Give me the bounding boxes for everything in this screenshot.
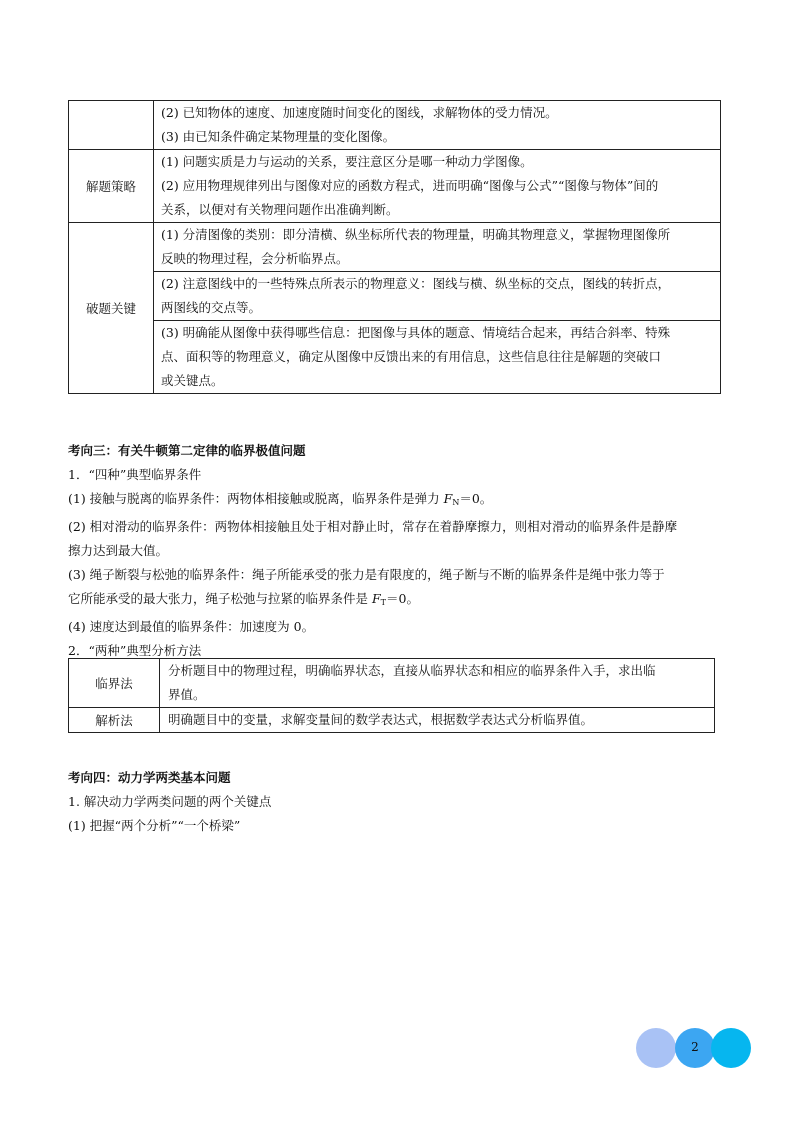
cell-line: (1) 问题实质是力与运动的关系，要注意区分是哪一种动力学图像。 <box>161 154 533 169</box>
cell-line: 明确题目中的变量，求解变量间的数学表达式，根据数学表达式分析临界值。 <box>168 712 594 727</box>
table-row <box>69 321 721 394</box>
section-heading: 考向三：有关牛顿第二定律的临界极值问题 <box>68 443 306 458</box>
paragraph: (3) 绳子断裂与松弛的临界条件：绳子所能承受的张力是有限度的，绳子断与不断的临界条件是绳中张力等于 <box>68 567 665 582</box>
formula-symbol: F <box>371 591 381 606</box>
table-cell <box>154 272 721 321</box>
row-label <box>69 101 154 150</box>
paragraph-text: 它所能承受的最大张力，绳子松弛与拉紧的临界条件是 <box>68 591 372 606</box>
section-heading: 考向四：动力学两类基本问题 <box>68 770 231 785</box>
page-number: 2 <box>691 1040 699 1054</box>
cell-line: (2) 应用物理规律列出与图像对应的函数方程式，进而明确“图像与公式”“图像与物体”间的 <box>161 178 659 193</box>
cell-line: (2) 已知物体的速度、加速度随时间变化的图线，求解物体的受力情况。 <box>161 105 558 120</box>
table-row <box>69 150 721 223</box>
formula-value: ＝0。 <box>459 491 493 506</box>
paragraph: 擦力达到最大值。 <box>68 543 169 558</box>
cell-line: (2) 注意图线中的一些特殊点所表示的物理意义：图线与横、纵坐标的交点，图线的转折点， <box>161 276 671 291</box>
cell-line: (3) 明确能从图像中获得哪些信息：把图像与具体的题意、情境结合起来，再结合斜率、特殊 <box>161 325 671 340</box>
paragraph: (2) 相对滑动的临界条件：两物体相接触且处于相对静止时，常存在着静摩擦力，则相对滑动的临界条件是静摩 <box>68 519 678 534</box>
paragraph-text: (1) 接触与脱离的临界条件：两物体相接触或脱离，临界条件是弹力 <box>68 491 444 506</box>
list-item: 1. 解决动力学两类问题的两个关键点 <box>68 794 272 809</box>
cell-line: (1) 分清图像的类别：即分清横、纵坐标所代表的物理量，明确其物理意义，掌握物理图像所 <box>161 227 671 242</box>
row-label: 临界法 <box>69 659 160 708</box>
cell-line: 或关键点。 <box>161 373 224 388</box>
table-row <box>69 659 715 708</box>
paragraph <box>68 587 728 615</box>
table-cell <box>160 708 715 733</box>
section-3 <box>68 439 728 663</box>
row-label-key: 破题关键 <box>69 223 154 394</box>
cell-line: 点、面积等的物理意义，确定从图像中反馈出来的有用信息，这些信息往往是解题的突破口 <box>161 349 662 364</box>
paragraph: (1) 把握“两个分析”“一个桥梁” <box>68 818 241 833</box>
table-cell <box>160 659 715 708</box>
table-row <box>69 101 721 150</box>
formula-value: ＝0。 <box>386 591 419 606</box>
formula-symbol: F <box>443 491 453 506</box>
cell-line: 界值。 <box>168 687 206 702</box>
cell-line: 反映的物理过程，会分析临界点。 <box>161 251 349 266</box>
methods-table <box>68 658 715 733</box>
cell-line: 关系，以便对有关物理问题作出准确判断。 <box>161 202 399 217</box>
cell-line: 两图线的交点等。 <box>161 300 262 315</box>
cell-line: 分析题目中的物理过程，明确临界状态，直接从临界状态和相应的临界条件入手，求出临 <box>168 663 656 678</box>
table-cell <box>154 223 721 272</box>
table-row <box>69 708 715 733</box>
list-item: 1．“四种”典型临界条件 <box>68 467 202 482</box>
formula-subscript: N <box>452 498 460 507</box>
paragraph: (4) 速度达到最值的临界条件：加速度为 0。 <box>68 619 315 634</box>
decor-circle-bright <box>711 1028 751 1068</box>
row-label-strategy: 解题策略 <box>69 150 154 223</box>
section-4 <box>68 766 728 838</box>
formula-subscript: T <box>380 598 387 607</box>
paragraph <box>68 487 728 515</box>
table-row <box>69 223 721 272</box>
table-cell <box>154 321 721 394</box>
table-cell <box>154 101 721 150</box>
table-row <box>69 272 721 321</box>
cell-line: (3) 由已知条件确定某物理量的变化图像。 <box>161 129 396 144</box>
table-cell <box>154 150 721 223</box>
row-label: 解析法 <box>69 708 160 733</box>
list-item: 2．“两种”典型分析方法 <box>68 643 202 658</box>
decor-circle-light <box>636 1028 676 1068</box>
strategy-table <box>68 100 721 394</box>
